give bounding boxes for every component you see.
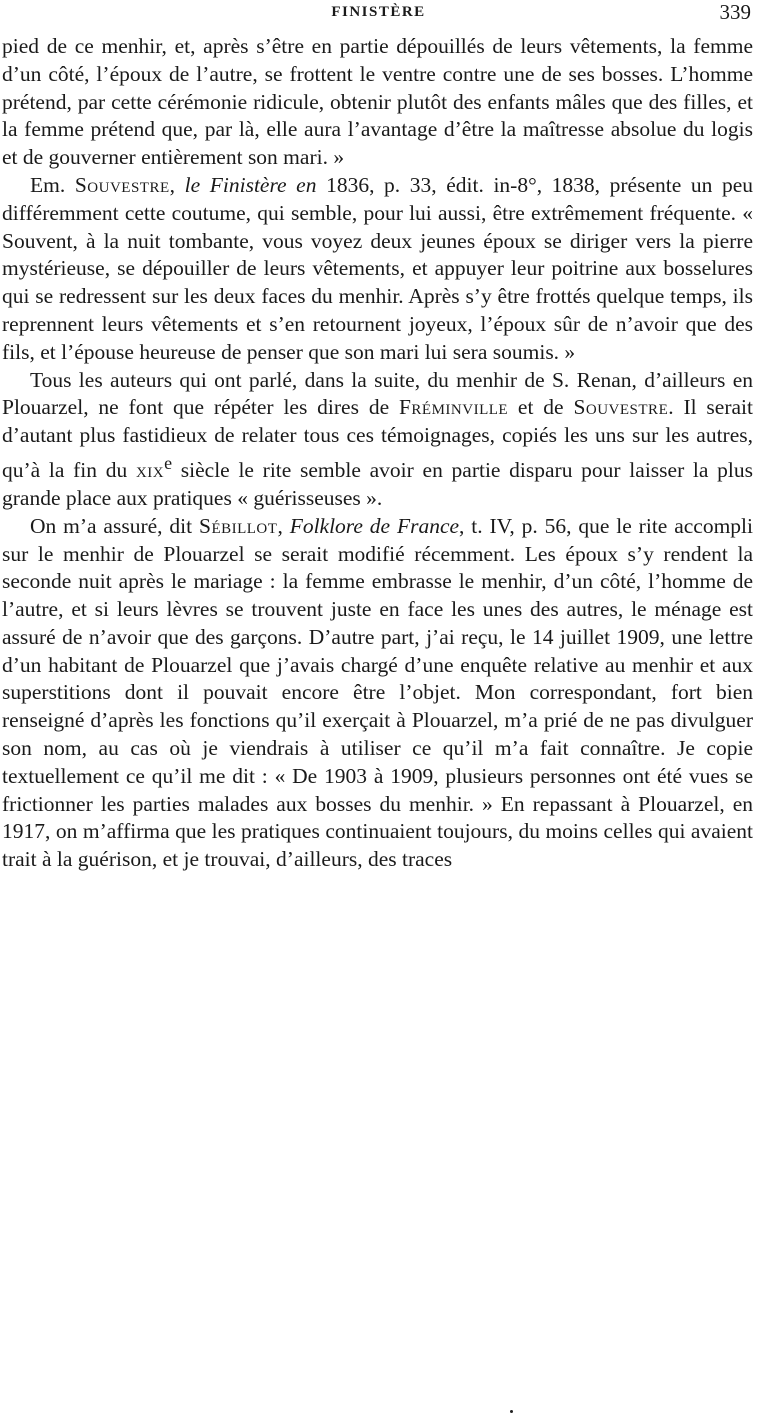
paragraph-2: [2, 172, 753, 367]
author-name: Souvestre: [573, 395, 669, 420]
century-numeral: xix: [135, 458, 165, 483]
book-title: Folklore de France: [289, 513, 460, 538]
text-run: et de: [508, 395, 574, 420]
paragraph-3: [2, 367, 753, 513]
author-name: Souvestre: [74, 172, 170, 197]
paragraph-4: [2, 513, 753, 874]
text-run: 1836, p. 33, édit. in-8°, 1838, présente un peu différemment cette coutume, qui semble, pour lui aussi, être extrêmement fréquente. « Souvent, à la nuit tombante, vous voyez deux jeunes époux se diriger vers la pierre mystérieuse, se dépouiller de leurs vêtements, et appuyer leur poitrine aux bosselures qui se redressent sur les deux faces du menhir. Après s’y être frottés quelque temps, ils reprennent leurs vêtements et s’en retournent joyeux, l’époux sûr de n’avoir que des fils, et l’épouse heureuse de penser que son mari lui sera soumis. »: [2, 172, 754, 364]
book-title: le Finistère en: [184, 172, 317, 197]
text-run: Em.: [30, 172, 75, 197]
text-run: ,: [169, 172, 185, 197]
text-run: , t. IV, p. 56, que le rite accompli sur le menhir de Plouarzel se serait modifié récemment. Les époux s’y rendent la seconde nuit après le mariage : la femme embrasse le menhir, d’un côté, l’homme de l’autre, et si leurs lèvres se trouvent juste en face les unes des autres, le ménage est assuré de n’avoir que des garçons. D’autre part, j’ai reçu, le 14 juillet 1909, une lettre d’un habitant de Plouarzel que j’avais chargé d’une enquête relative au menhir et aux superstitions dont il pouvait encore être l’objet. Mon correspondant, fort bien renseigné d’après les fonctions qu’il exerçait à Plouarzel, m’a prié de ne pas divulguer son nom, au cas où je viendrais à utiliser ce qu’il m’a fait connaître. Je copie textuellement ce qu’il me dit : « De 1903 à 1909, plusieurs personnes ont été vues se frictionner les parties malades aux bosses du menhir. » En repassant à Plouarzel, en 1917, on m’affirma que les pratiques continuaient toujours, du moins celles qui avaient trait à la guérison, et je trouvai, d’ailleurs, des traces: [2, 513, 753, 872]
ink-speck: [510, 1410, 513, 1413]
century-superscript: e: [164, 452, 173, 473]
running-title: FINISTÈRE: [331, 4, 426, 20]
author-name: Sébillot: [198, 513, 278, 538]
paragraph-1: pied de ce menhir, et, après s’être en partie dépouillés de leurs vêtements, la femme d’un côté, l’époux de l’autre, se frottent le ventre contre une de ses bosses. L’homme prétend, par cette cérémonie ridicule, obtenir plutôt des enfants mâles que des filles, et la femme prétend que, par là, elle aura l’avantage d’être la maîtresse absolue du logis et de gouverner entièrement son mari. »: [2, 34, 753, 170]
text-run: Tous les auteurs qui ont parlé, dans la suite, du menhir de S. Renan, d’ailleurs en Plouarzel, ne font que répéter les dires de: [2, 367, 753, 420]
running-head: [0, 0, 757, 28]
body-text: [2, 33, 753, 874]
text-run: siècle le rite semble avoir en partie disparu pour laisser la plus grande place aux pratiques « guérisseuses ».: [2, 458, 753, 510]
page-number: 339: [719, 0, 751, 24]
text-run: . Il serait d’autant plus fastidieux de relater tous ces témoignages, copiés les uns sur les autres, qu’à la fin du: [2, 395, 753, 483]
author-name: Fréminville: [398, 395, 509, 420]
text-run: ,: [277, 513, 290, 538]
text-run: On m’a assuré, dit: [30, 513, 199, 538]
